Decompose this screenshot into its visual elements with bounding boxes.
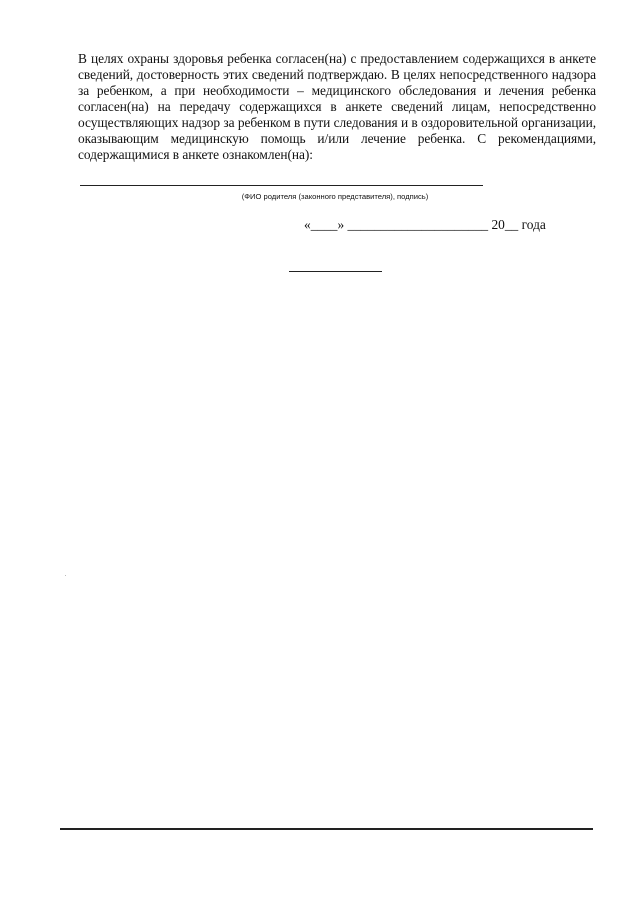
consent-paragraph: В целях охраны здоровья ребенка согласен(на) с предоставлением содержащихся в анкете сведений, достоверность этих сведений подтверждаю. В целях непосредственного надзора за ребенком, а при необходимости – медицинского обследования и лечения ребенка согласен(на) на передачу содержащихся в анкете сведений лицам, непосредственно осуществляющих надзор за ребенком в пути следования и в оздоровительной организации, оказывающим медицинскую помощь и/или лечение ребенка. С рекомендациями, содержащимися в анкете ознакомлен(на): bbox=[78, 51, 596, 162]
signature-caption: (ФИО родителя (законного представителя), подпись) bbox=[241, 192, 429, 201]
footer-rule bbox=[60, 828, 593, 830]
date-line: «____» _____________________ 20__ года bbox=[304, 217, 546, 232]
section-divider bbox=[289, 271, 382, 272]
scan-speck bbox=[65, 575, 66, 576]
signature-line bbox=[80, 185, 483, 186]
